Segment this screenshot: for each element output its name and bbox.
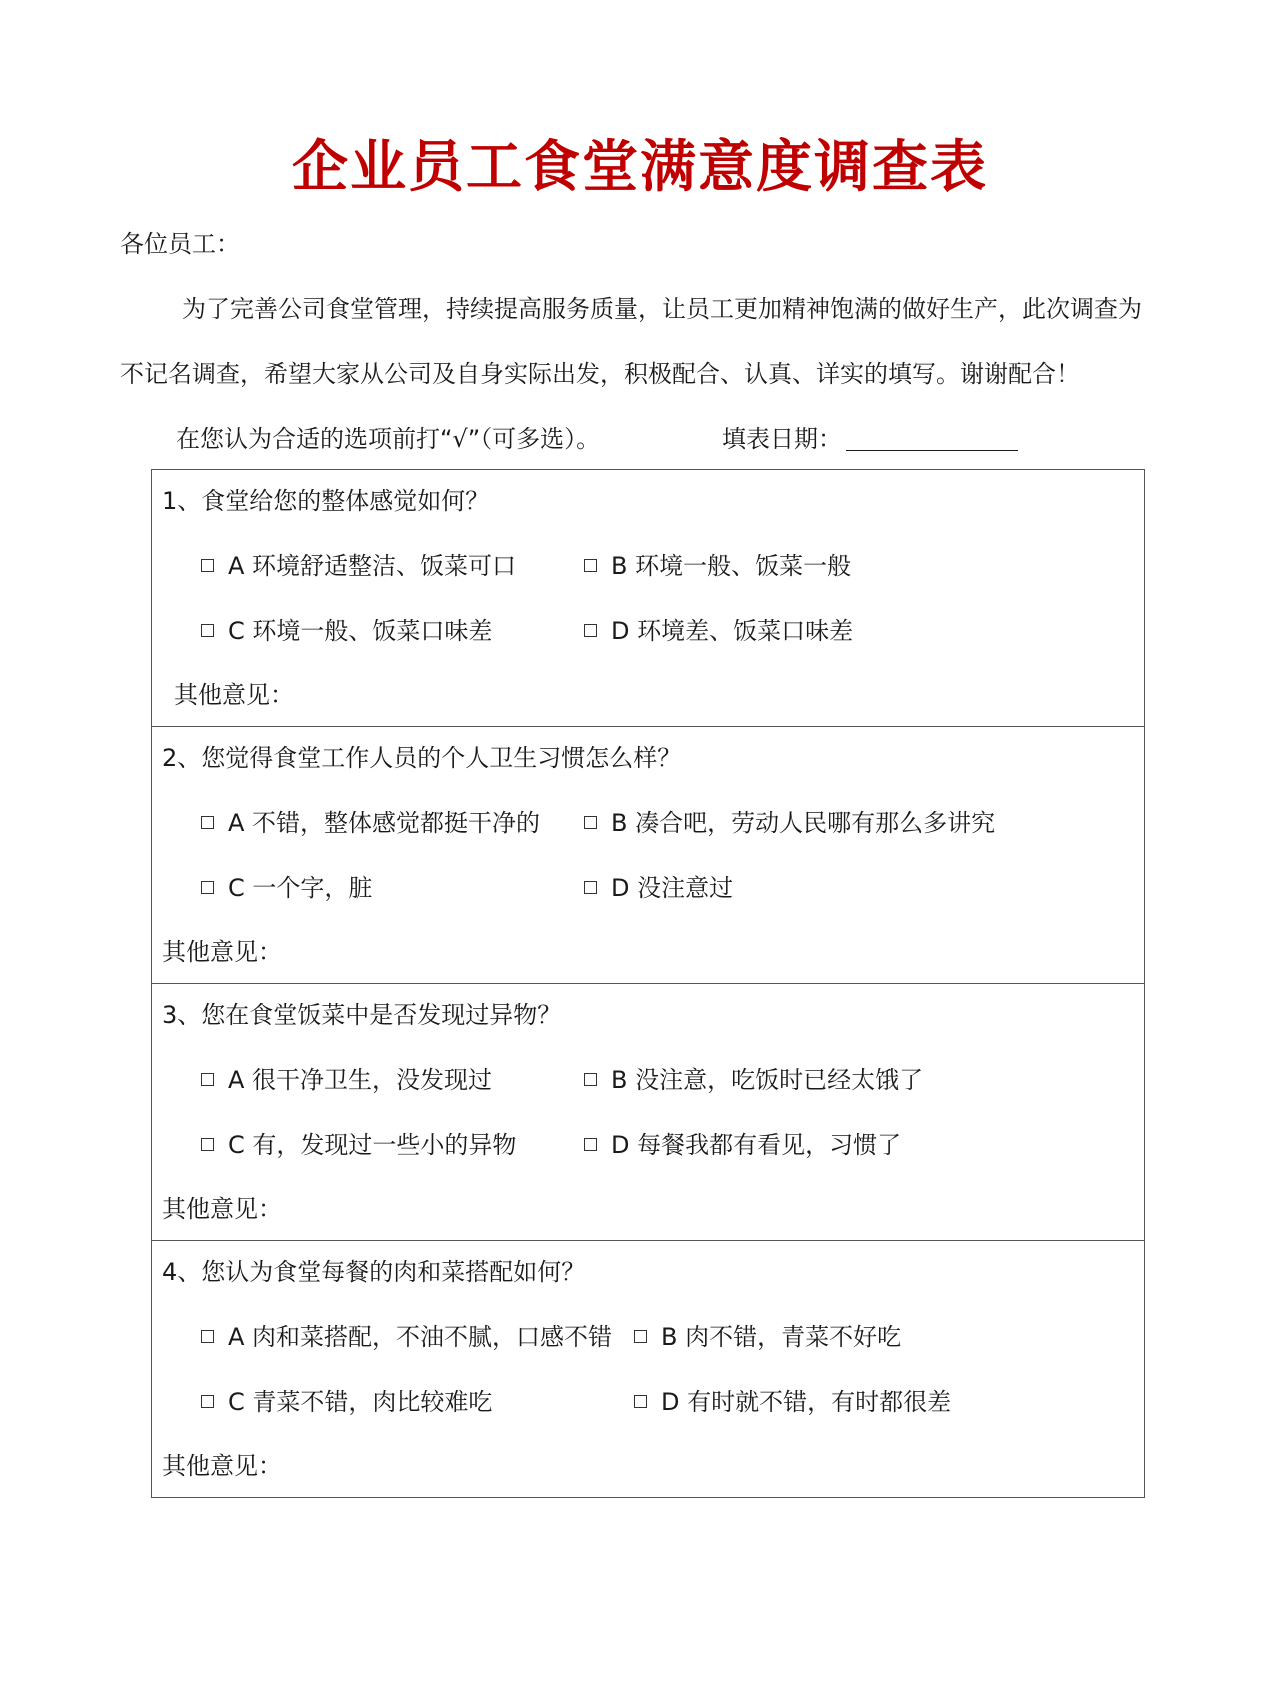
- checkbox-icon[interactable]: [201, 559, 214, 572]
- option-2d[interactable]: [584, 868, 733, 908]
- page-title: 企业员工食堂满意度调查表: [292, 135, 988, 200]
- survey-table: [151, 469, 1145, 1498]
- checkbox-icon[interactable]: [201, 816, 214, 829]
- option-3c[interactable]: [201, 1125, 516, 1165]
- question-4: [152, 1241, 1144, 1497]
- option-2b[interactable]: [584, 803, 995, 843]
- question-text: 4、您认为食堂每餐的肉和菜搭配如何？: [162, 1258, 586, 1286]
- checkbox-icon[interactable]: [584, 1138, 597, 1151]
- intro-paragraph-line-1: 为了完善公司食堂管理，持续提高服务质量，让员工更加精神饱满的做好生产，此次调查为: [182, 295, 1142, 323]
- salutation: 各位员工：: [120, 230, 240, 258]
- option-label: C 青菜不错，肉比较难吃: [228, 1388, 493, 1416]
- date-input-line[interactable]: [846, 450, 1018, 451]
- question-2: [152, 727, 1144, 984]
- checkbox-icon[interactable]: [201, 624, 214, 637]
- date-label: 填表日期：: [722, 425, 842, 453]
- other-comments-label[interactable]: 其他意见：: [162, 1452, 282, 1480]
- option-4a[interactable]: [201, 1317, 612, 1357]
- option-label: A 环境舒适整洁、饭菜可口: [228, 552, 517, 580]
- option-label: D 没注意过: [611, 874, 734, 902]
- checkbox-icon[interactable]: [201, 1138, 214, 1151]
- checkbox-icon[interactable]: [584, 559, 597, 572]
- option-2a[interactable]: [201, 803, 540, 843]
- other-comments-label[interactable]: 其他意见：: [174, 681, 294, 709]
- option-label: D 每餐我都有看见，习惯了: [611, 1131, 902, 1159]
- checkbox-icon[interactable]: [584, 816, 597, 829]
- checkbox-icon[interactable]: [634, 1395, 647, 1408]
- option-3b[interactable]: [584, 1060, 923, 1100]
- option-label: B 肉不错，青菜不好吃: [661, 1323, 902, 1351]
- option-1b[interactable]: [584, 546, 851, 586]
- option-3d[interactable]: [584, 1125, 901, 1165]
- option-1d[interactable]: [584, 611, 853, 651]
- question-text: 2、您觉得食堂工作人员的个人卫生习惯怎么样？: [162, 744, 682, 772]
- option-4d[interactable]: [634, 1382, 951, 1422]
- other-comments-label[interactable]: 其他意见：: [162, 938, 282, 966]
- checkbox-icon[interactable]: [201, 1395, 214, 1408]
- option-3a[interactable]: [201, 1060, 492, 1100]
- instruction-text: 在您认为合适的选项前打“√”（可多选）。: [176, 425, 601, 453]
- checkbox-icon[interactable]: [201, 881, 214, 894]
- option-label: C 一个字，脏: [228, 874, 373, 902]
- option-label: A 肉和菜搭配，不油不腻，口感不错: [228, 1323, 613, 1351]
- option-2c[interactable]: [201, 868, 372, 908]
- question-3: [152, 984, 1144, 1241]
- other-comments-label[interactable]: 其他意见：: [162, 1195, 282, 1223]
- option-label: D 环境差、饭菜口味差: [611, 617, 854, 645]
- intro-paragraph-line-2: 不记名调查，希望大家从公司及自身实际出发，积极配合、认真、详实的填写。谢谢配合！: [120, 360, 1080, 388]
- option-label: C 有，发现过一些小的异物: [228, 1131, 517, 1159]
- option-label: A 不错，整体感觉都挺干净的: [228, 809, 541, 837]
- option-label: C 环境一般、饭菜口味差: [228, 617, 493, 645]
- option-4c[interactable]: [201, 1382, 492, 1422]
- option-label: B 没注意，吃饭时已经太饿了: [611, 1066, 924, 1094]
- option-label: B 凑合吧，劳动人民哪有那么多讲究: [611, 809, 996, 837]
- option-1a[interactable]: [201, 546, 516, 586]
- checkbox-icon[interactable]: [584, 624, 597, 637]
- question-1: [152, 470, 1144, 727]
- option-4b[interactable]: [634, 1317, 901, 1357]
- checkbox-icon[interactable]: [584, 1073, 597, 1086]
- checkbox-icon[interactable]: [634, 1330, 647, 1343]
- checkbox-icon[interactable]: [201, 1073, 214, 1086]
- question-text: 3、您在食堂饭菜中是否发现过异物？: [162, 1001, 562, 1029]
- option-label: D 有时就不错，有时都很差: [661, 1388, 952, 1416]
- option-label: B 环境一般、饭菜一般: [611, 552, 852, 580]
- option-label: A 很干净卫生，没发现过: [228, 1066, 493, 1094]
- option-1c[interactable]: [201, 611, 492, 651]
- checkbox-icon[interactable]: [584, 881, 597, 894]
- question-text: 1、食堂给您的整体感觉如何？: [162, 487, 490, 515]
- checkbox-icon[interactable]: [201, 1330, 214, 1343]
